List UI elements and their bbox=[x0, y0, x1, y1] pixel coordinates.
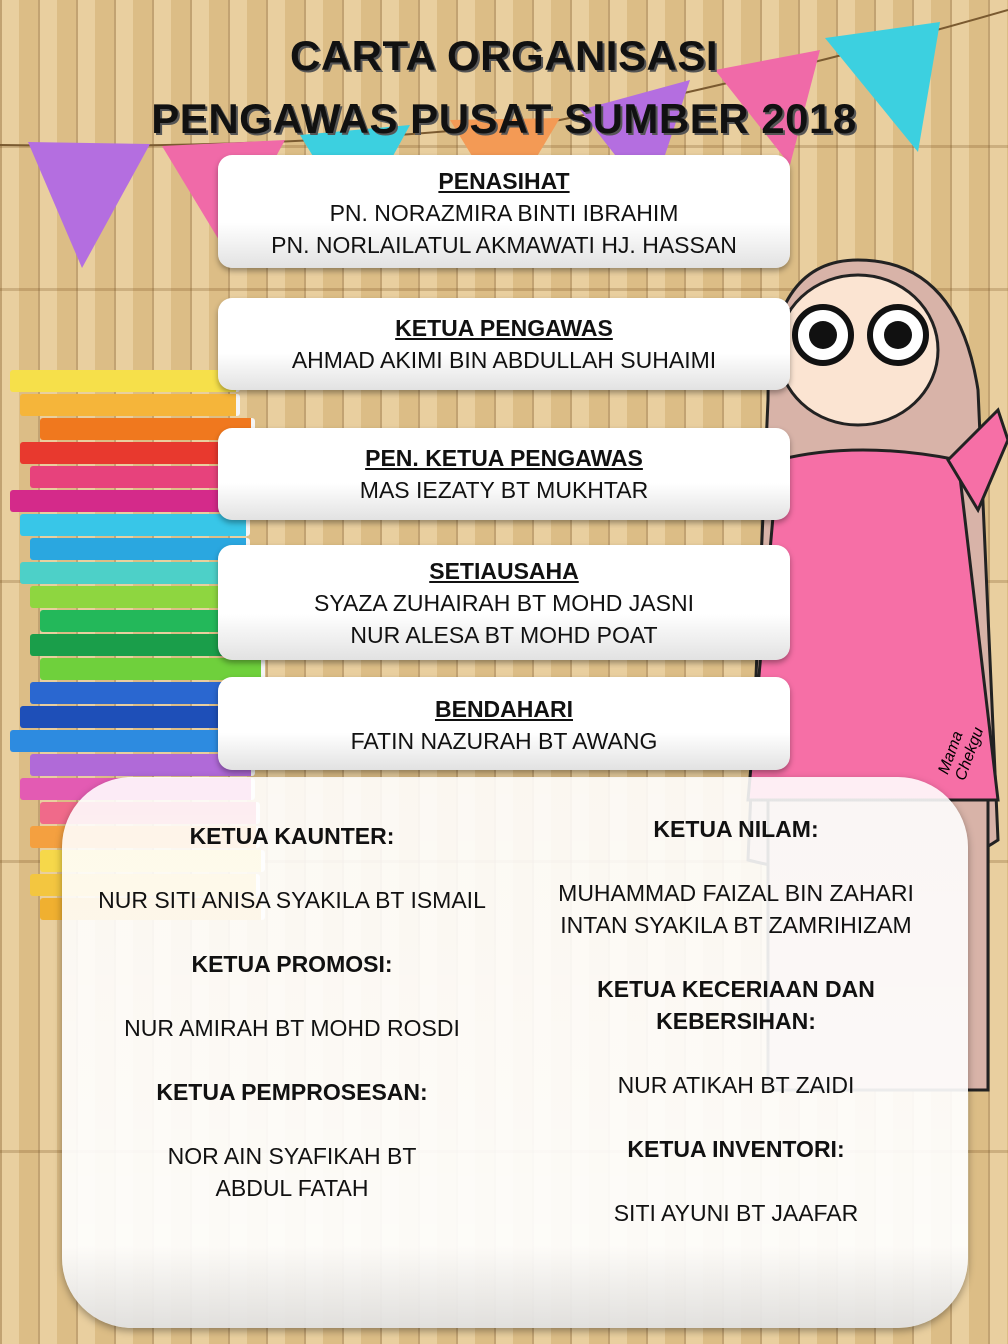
ketua-pengawas-box bbox=[218, 298, 790, 390]
role-heading: KETUA NILAM: bbox=[653, 816, 819, 842]
title-line-2: PENGAWAS PUSAT SUMBER 2018 bbox=[151, 95, 857, 142]
signature: Mama Chekgu bbox=[935, 725, 988, 783]
section-heading: PEN. KETUA PENGAWAS bbox=[365, 445, 643, 471]
setiausaha-box bbox=[218, 545, 790, 660]
member-name: MAS IEZATY BT MUKHTAR bbox=[359, 477, 649, 503]
section-heading: BENDAHARI bbox=[435, 696, 573, 722]
title-line-1: CARTA ORGANISASI bbox=[290, 32, 718, 79]
right-column bbox=[536, 813, 936, 1229]
left-column bbox=[92, 820, 492, 1204]
role-heading: KETUA KAUNTER: bbox=[189, 823, 395, 849]
member-name: INTAN SYAKILA BT ZAMRIHIZAM bbox=[560, 912, 912, 938]
section-heading: PENASIHAT bbox=[438, 168, 570, 194]
member-name: AHMAD AKIMI BIN ABDULLAH SUHAIMI bbox=[291, 347, 717, 373]
member-name: SITI AYUNI BT JAAFAR bbox=[613, 1200, 859, 1226]
role-heading: KETUA PROMOSI: bbox=[191, 951, 393, 977]
member-name: NUR ALESA BT MOHD POAT bbox=[350, 622, 658, 648]
member-name: NUR ATIKAH BT ZAIDI bbox=[617, 1072, 855, 1098]
role-heading: KETUA PEMPROSESAN: bbox=[156, 1079, 428, 1105]
section-heading: SETIAUSAHA bbox=[429, 558, 579, 584]
member-name: NUR SITI ANISA SYAKILA BT ISMAIL bbox=[98, 887, 486, 913]
member-name: PN. NORAZMIRA BINTI IBRAHIM bbox=[329, 200, 679, 226]
member-name: MUHAMMAD FAIZAL BIN ZAHARI bbox=[558, 880, 914, 906]
member-name: NOR AIN SYAFIKAH BT ABDUL FATAH bbox=[167, 1143, 417, 1201]
pen-ketua-pengawas-box bbox=[218, 428, 790, 520]
member-name: NUR AMIRAH BT MOHD ROSDI bbox=[124, 1015, 460, 1041]
penasihat-box bbox=[218, 155, 790, 268]
member-name: FATIN NAZURAH BT AWANG bbox=[350, 728, 658, 754]
bendahari-box bbox=[218, 677, 790, 770]
member-name: PN. NORLAILATUL AKMAWATI HJ. HASSAN bbox=[271, 232, 737, 258]
section-heading: KETUA PENGAWAS bbox=[395, 315, 613, 341]
role-heading: KETUA KECERIAAN DAN KEBERSIHAN: bbox=[597, 976, 875, 1034]
role-heading: KETUA INVENTORI: bbox=[627, 1136, 845, 1162]
member-name: SYAZA ZUHAIRAH BT MOHD JASNI bbox=[314, 590, 694, 616]
